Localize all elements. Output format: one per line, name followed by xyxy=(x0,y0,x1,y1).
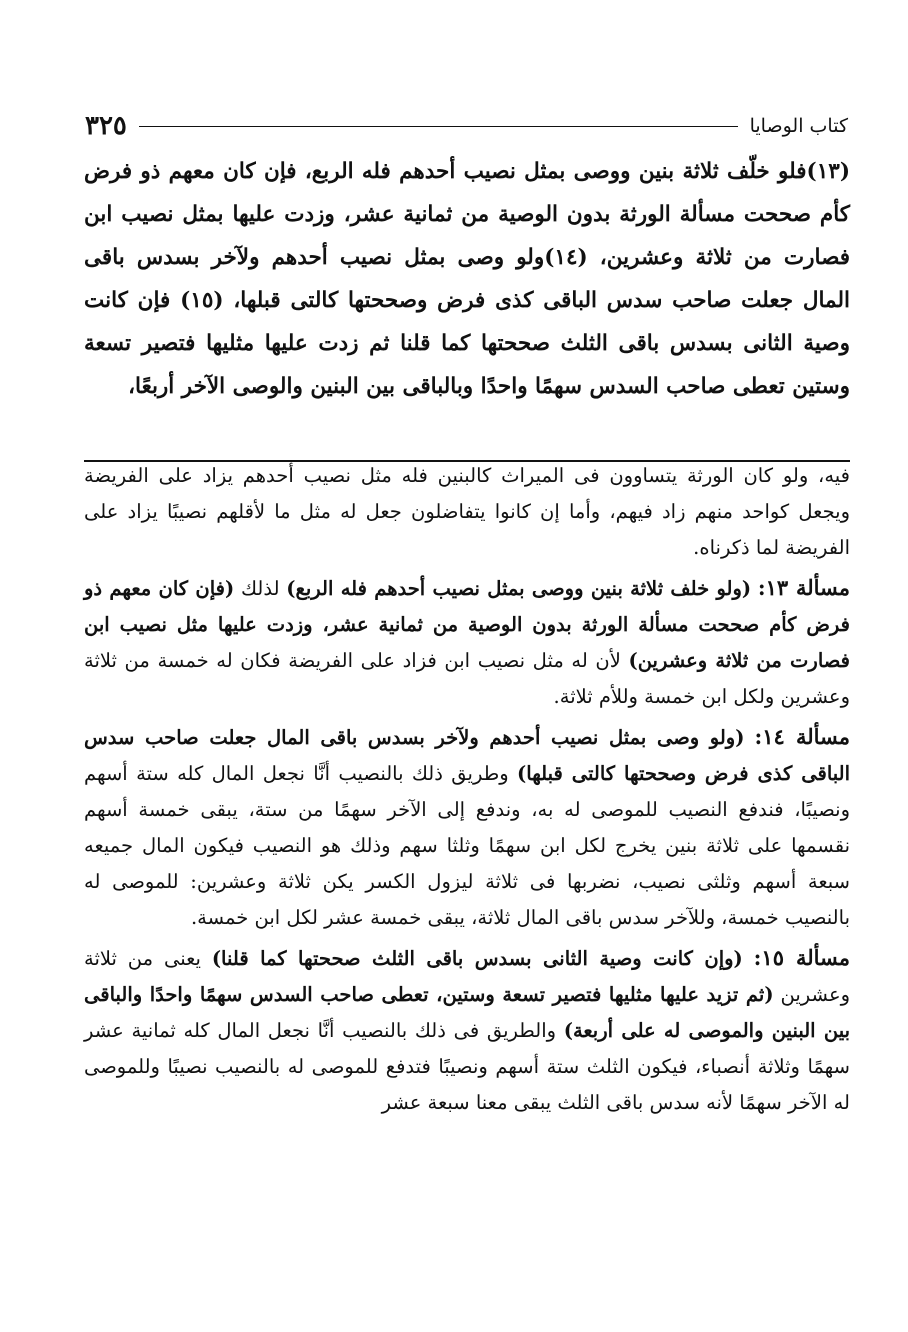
issue-15 xyxy=(84,940,850,1121)
header-rule xyxy=(139,126,738,127)
issue-13-quote: (ولو خلف ثلاثة بنين ووصى بمثل نصيب أحدهم فله الربع) xyxy=(286,577,752,600)
main-text-paragraph: (١٣)فلو خلّف ثلاثة بنين ووصى بمثل نصيب أحدهم فله الربع، فإن كان معهم ذو فرض كأم صححت مسألة الورثة بدون الوصية من ثمانية عشر، وزدت عليها بمثل نصيب ابن فصارت من ثلاثة وعشرين، (١٤)ولو وصى بمثل نصيب أحدهم ولآخر بسدس باقى المال جعلت صاحب سدس الباقى كذى فرض وصححتها كالتى قبلها، (١٥) فإن كانت وصية الثانى بسدس باقى الثلث صححتها كما قلنا ثم زدت عليها مثليها فتصير تسعة وستين تعطى صاحب السدس سهمًا واحدًا وبالباقى بين البنين والوصى الآخر أربعًا، xyxy=(84,159,850,399)
book-title: كتاب الوصايا xyxy=(749,115,848,137)
issue-14 xyxy=(84,719,850,936)
issue-13-quote-2: (فإن كان معهم ذو فرض كأم صححت مسألة الورثة بدون الوصية من ثمانية عشر، وزدت عليها مثل نصيب ابن فصارت من ثلاثة وعشرين) xyxy=(84,577,850,672)
main-text xyxy=(84,150,850,408)
issue-14-label: مسألة ١٤: xyxy=(754,724,850,749)
page-number: ٣٢٥ xyxy=(85,111,127,141)
issue-15-quote: (وإن كانت وصية الثانى بسدس باقى الثلث صححتها كما قلنا) xyxy=(211,947,743,970)
issue-13-label: مسألة ١٣: xyxy=(757,575,851,600)
issue-14-text: وطريق ذلك بالنصيب أنَّا نجعل المال كله ستة أسهم ونصيبًا، فندفع النصيب للموصى له به، وندفع إلى الآخر سهمًا من ستة، يبقى خمسة أسهم نقسمها على ثلاثة بنين يخرج لكل ابن سهمًا وثلثا سهم وذلك هو النصيب فيكون المال جميعه سبعة أسهم وثلثى نصيب، نضربها فى ثلاثة ليزول الكسر يكن ثلاثة وعشرين: للموصى له بالنصيب خمسة، وللآخر سدس باقى المال ثلاثة، يبقى خمسة عشر لكل ابن خمسة. xyxy=(84,762,850,929)
issue-13-text-2: لأن له مثل نصيب ابن فزاد على الفريضة فكان له خمسة من ثلاثة وعشرين ولكل ابن خمسة وللأم ثلاثة. xyxy=(84,649,850,708)
commentary xyxy=(84,458,850,1121)
issue-13 xyxy=(84,570,850,715)
commentary-intro: فيه، ولو كان الورثة يتساوون فى الميراث كالبنين فله مثل نصيب أحدهم يزاد على الفريضة ويجعل كواحد منهم زاد فيهم، وأما إن كانوا يتفاضلون جعل له مثل ما لأقلهم نصيبًا يزاد على الفريضة لما ذكرناه. xyxy=(84,464,850,559)
issue-14-quote: (ولو وصى بمثل نصيب أحدهم ولآخر بسدس باقى المال جعلت صاحب سدس الباقى كذى فرض وصححتها كالتى قبلها) xyxy=(84,726,850,785)
issue-13-text-1: لذلك xyxy=(240,577,280,600)
issue-15-quote-2: (ثم تزيد عليها مثليها فتصير تسعة وستين، تعطى صاحب السدس سهمًا واحدًا والباقى بين البنين والموصى له على أربعة) xyxy=(84,983,851,1042)
issue-15-text-1: يعنى من ثلاثة وعشرين xyxy=(84,947,850,1006)
running-header xyxy=(85,106,848,146)
issue-15-text-2: والطريق فى ذلك بالنصيب أنَّا نجعل المال كله ثمانية عشر سهمًا وثلاثة أنصباء، فيكون الثلث ستة أسهم ونصيبًا فتدفع للموصى له بالنصيب نصيبًا وللموصى له الآخر سهمًا لأنه سدس باقى الثلث يبقى معنا سبعة عشر xyxy=(84,1019,850,1114)
issue-15-label: مسألة ١٥: xyxy=(753,945,850,970)
